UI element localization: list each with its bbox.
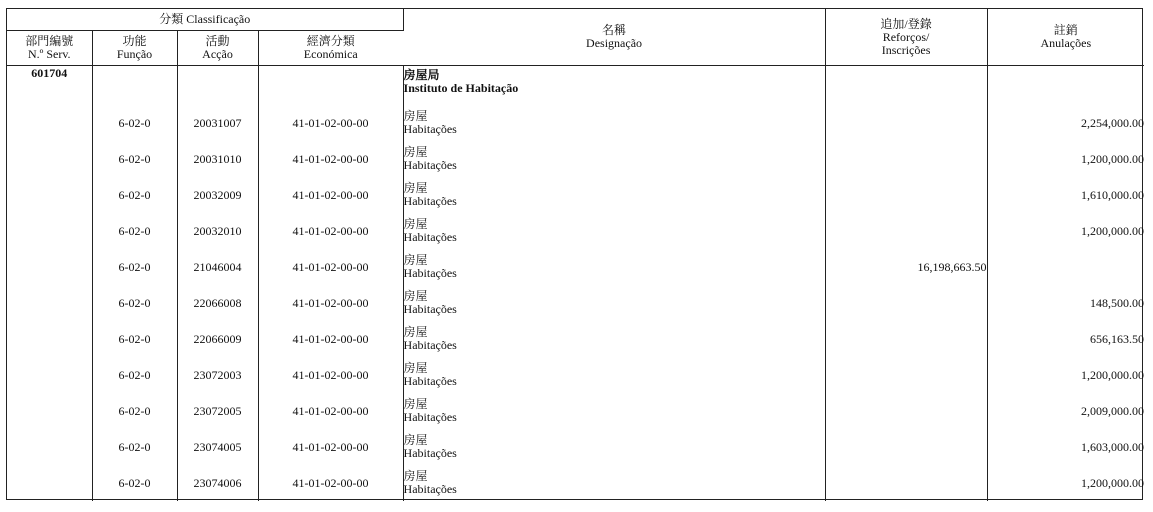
classification-header <box>7 9 403 31</box>
department-code: 601704 <box>7 66 92 106</box>
table-header <box>7 9 1144 66</box>
table-row <box>7 249 1144 285</box>
designation-zh: 房屋 <box>403 397 428 411</box>
anulacoes-amount: 2,254,000.00 <box>1081 115 1145 130</box>
action-code: 23072003 <box>177 357 258 393</box>
designation-zh: 房屋 <box>403 217 428 231</box>
designation-pt: Habitações <box>403 446 457 460</box>
designation-zh: 房屋 <box>403 253 428 267</box>
dept-label-pt: N.º Serv. <box>27 47 71 61</box>
reforcos-amount: 16,198,663.50 <box>825 249 987 285</box>
designation-pt: Habitações <box>403 374 457 388</box>
economic-code: 41-01-02-00-00 <box>258 357 403 393</box>
economic-code: 41-01-02-00-00 <box>258 105 403 141</box>
department-anu-cell <box>987 66 1144 106</box>
table-row <box>7 393 1144 429</box>
table-row <box>7 177 1144 213</box>
designation <box>403 393 825 429</box>
anulacoes-amount: 1,610,000.00 <box>1081 187 1145 202</box>
designation-pt: Habitações <box>403 410 457 424</box>
inscricoes-label-pt: Inscrições <box>881 42 931 57</box>
dept-cell <box>7 321 92 357</box>
dept-cell <box>7 213 92 249</box>
anulacoes-amount <box>987 249 1144 285</box>
economic-code: 41-01-02-00-00 <box>258 321 403 357</box>
department-name-zh: 房屋局 <box>403 68 440 82</box>
designation-header <box>403 9 825 66</box>
reforcos-amount <box>825 285 987 321</box>
anulacoes-amount: 1,200,000.00 <box>1081 367 1145 382</box>
designation-zh: 房屋 <box>403 289 428 303</box>
budget-table <box>7 9 1144 501</box>
action-code: 23074006 <box>177 465 258 501</box>
action-code: 20031007 <box>177 105 258 141</box>
designation-pt: Habitações <box>403 266 457 280</box>
dept-cell <box>7 465 92 501</box>
dept-cell <box>7 105 92 141</box>
action-label-zh: 活動 <box>205 34 230 48</box>
economic-code: 41-01-02-00-00 <box>258 177 403 213</box>
function-code: 6-02-0 <box>92 321 177 357</box>
action-code: 20032009 <box>177 177 258 213</box>
classification-label: 分類 Classificação <box>159 12 251 26</box>
designation-pt: Habitações <box>403 158 457 172</box>
action-code: 22066009 <box>177 321 258 357</box>
budget-sheet <box>6 8 1143 500</box>
function-label-pt: Função <box>116 47 153 61</box>
dept-cell <box>7 393 92 429</box>
anulacoes-amount: 1,200,000.00 <box>1081 151 1145 166</box>
table-body <box>7 66 1144 502</box>
economic-code: 41-01-02-00-00 <box>258 465 403 501</box>
economic-header <box>258 31 403 66</box>
economic-code: 41-01-02-00-00 <box>258 249 403 285</box>
function-code: 6-02-0 <box>92 465 177 501</box>
department-ref-cell <box>825 66 987 106</box>
designation-pt: Habitações <box>403 230 457 244</box>
economic-label-zh: 經濟分類 <box>306 34 355 48</box>
reforcos-amount <box>825 429 987 465</box>
designation <box>403 285 825 321</box>
table-row <box>7 321 1144 357</box>
function-code: 6-02-0 <box>92 213 177 249</box>
action-code: 23074005 <box>177 429 258 465</box>
dept-cell <box>7 285 92 321</box>
economic-code: 41-01-02-00-00 <box>258 213 403 249</box>
economic-code: 41-01-02-00-00 <box>258 285 403 321</box>
action-code: 20032010 <box>177 213 258 249</box>
table-row <box>7 141 1144 177</box>
reforcos-label-zh: 追加/登錄 <box>880 16 932 31</box>
table-row <box>7 285 1144 321</box>
designation-label-pt: Designação <box>586 36 643 50</box>
reforcos-label-pt: Reforços/ <box>882 29 930 44</box>
function-code: 6-02-0 <box>92 105 177 141</box>
function-header <box>92 31 177 66</box>
reforcos-amount <box>825 177 987 213</box>
anulacoes-label-pt: Anulações <box>1040 36 1092 50</box>
anulacoes-label-zh: 註銷 <box>1053 23 1078 37</box>
economic-code: 41-01-02-00-00 <box>258 429 403 465</box>
department-act-cell <box>177 66 258 106</box>
designation-zh: 房屋 <box>403 325 428 339</box>
dept-cell <box>7 357 92 393</box>
dept-header <box>7 31 92 66</box>
economic-code: 41-01-02-00-00 <box>258 141 403 177</box>
anulacoes-header <box>987 9 1144 66</box>
function-label-zh: 功能 <box>122 34 147 48</box>
department-name <box>403 66 825 106</box>
designation <box>403 465 825 501</box>
function-code: 6-02-0 <box>92 285 177 321</box>
anulacoes-amount: 1,200,000.00 <box>1081 223 1145 238</box>
reforcos-amount <box>825 141 987 177</box>
reforcos-amount <box>825 357 987 393</box>
designation-zh: 房屋 <box>403 433 428 447</box>
designation-pt: Habitações <box>403 302 457 316</box>
designation <box>403 321 825 357</box>
anulacoes-amount: 1,603,000.00 <box>1081 439 1145 454</box>
department-name-pt: Instituto de Habitação <box>403 81 519 95</box>
function-code: 6-02-0 <box>92 141 177 177</box>
dept-label-zh: 部門編號 <box>25 34 74 48</box>
economic-label-pt: Económica <box>303 47 358 61</box>
table-row <box>7 465 1144 501</box>
action-header <box>177 31 258 66</box>
reforcos-amount <box>825 393 987 429</box>
department-func-cell <box>92 66 177 106</box>
anulacoes-amount: 148,500.00 <box>1090 295 1145 310</box>
designation-pt: Habitações <box>403 482 457 496</box>
designation <box>403 429 825 465</box>
dept-cell <box>7 249 92 285</box>
reforcos-amount <box>825 465 987 501</box>
dept-cell <box>7 141 92 177</box>
designation-label-zh: 名稱 <box>602 23 627 37</box>
designation-pt: Habitações <box>403 338 457 352</box>
action-code: 20031010 <box>177 141 258 177</box>
designation-zh: 房屋 <box>403 109 428 123</box>
anulacoes-amount: 1,200,000.00 <box>1081 475 1145 490</box>
anulacoes-amount: 2,009,000.00 <box>1081 403 1145 418</box>
designation <box>403 141 825 177</box>
anulacoes-amount: 656,163.50 <box>1090 331 1145 346</box>
designation <box>403 357 825 393</box>
function-code: 6-02-0 <box>92 249 177 285</box>
reforcos-amount <box>825 213 987 249</box>
action-code: 23072005 <box>177 393 258 429</box>
dept-cell <box>7 177 92 213</box>
designation-pt: Habitações <box>403 194 457 208</box>
department-row <box>7 66 1144 106</box>
action-code: 21046004 <box>177 249 258 285</box>
economic-code: 41-01-02-00-00 <box>258 393 403 429</box>
reforcos-header <box>825 9 987 66</box>
table-row <box>7 213 1144 249</box>
department-eco-cell <box>258 66 403 106</box>
designation <box>403 105 825 141</box>
table-row <box>7 105 1144 141</box>
action-code: 22066008 <box>177 285 258 321</box>
function-code: 6-02-0 <box>92 429 177 465</box>
table-row <box>7 429 1144 465</box>
function-code: 6-02-0 <box>92 357 177 393</box>
action-label-pt: Acção <box>202 47 233 61</box>
designation-zh: 房屋 <box>403 181 428 195</box>
designation-pt: Habitações <box>403 122 457 136</box>
designation-zh: 房屋 <box>403 469 428 483</box>
designation-zh: 房屋 <box>403 145 428 159</box>
reforcos-amount <box>825 105 987 141</box>
table-row <box>7 357 1144 393</box>
designation <box>403 249 825 285</box>
function-code: 6-02-0 <box>92 177 177 213</box>
function-code: 6-02-0 <box>92 393 177 429</box>
reforcos-amount <box>825 321 987 357</box>
designation-zh: 房屋 <box>403 361 428 375</box>
designation <box>403 213 825 249</box>
dept-cell <box>7 429 92 465</box>
designation <box>403 177 825 213</box>
